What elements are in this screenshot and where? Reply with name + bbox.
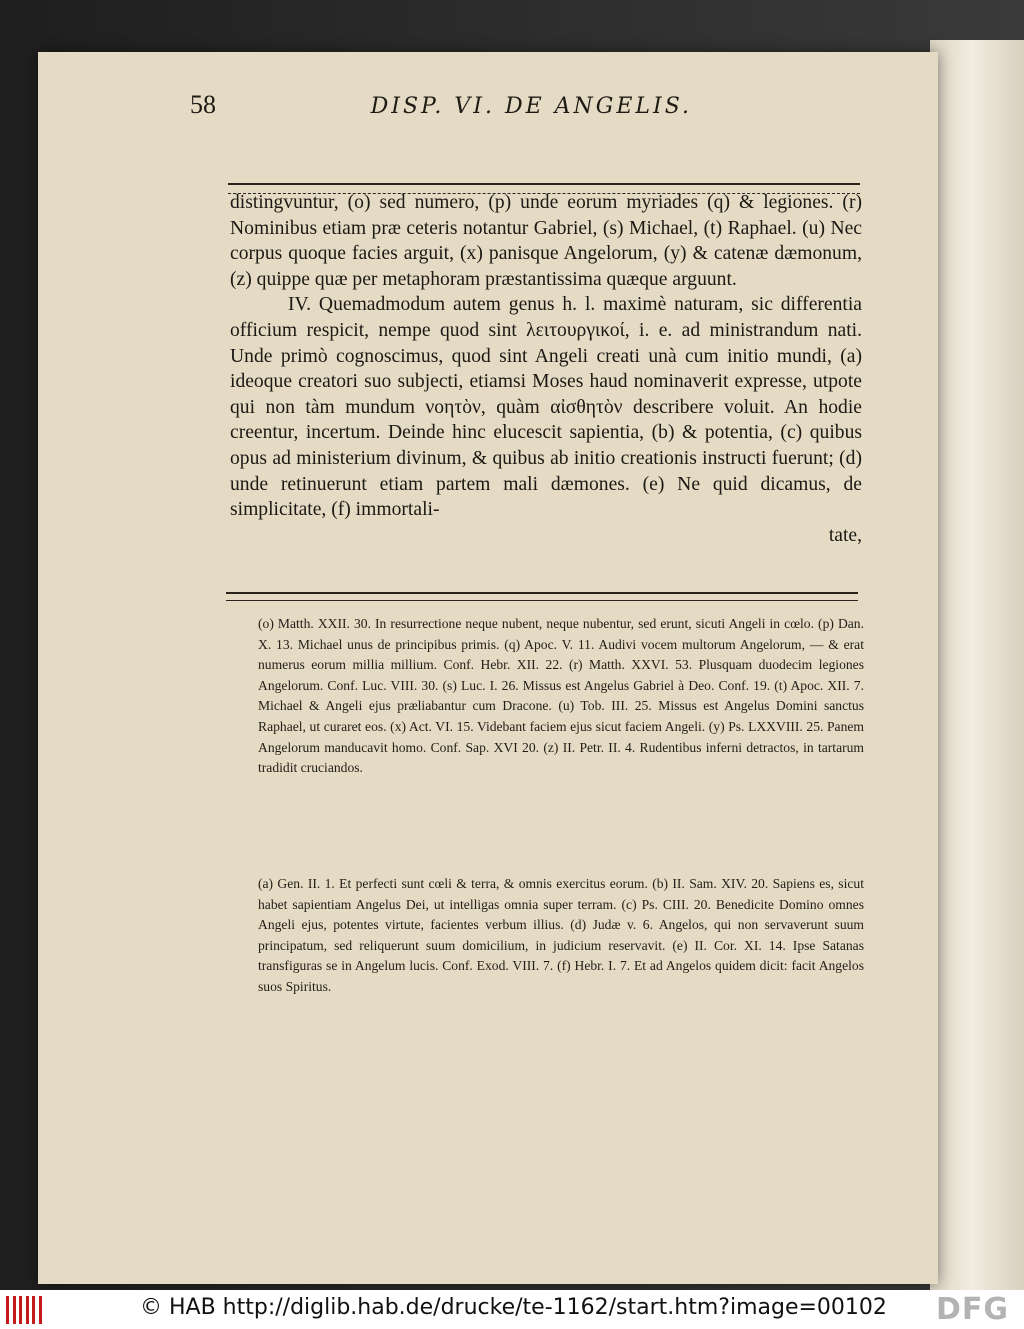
source-url-link[interactable]: © HAB http://diglib.hab.de/drucke/te-1162/start.htm?image=00102 xyxy=(140,1295,887,1320)
running-head: DISP. VI. DE ANGELIS. xyxy=(370,94,692,119)
page-number: 58 xyxy=(190,90,216,119)
hab-barcode-logo-icon xyxy=(6,1296,42,1324)
paragraph-iv: IV. Quemadmodum autem genus h. l. maximè naturam, sic differentia officium respicit, nempe quod sint λειτουργικοί, i. e. ad ministrandum nati. Unde primò cognoscimus, quod sint Angeli creati unà cum initio mundi, (a) ideoque creatori suo subjecti, etiamsi Moses haud nominaverit expresse, utpote qui non tàm mundum νοητὸν, quàm αἰσθητὸν describere voluit. An hodie creentur, incertum. Deinde hinc elucescit sapientia, (b) & potentia, (c) quibus opus ad ministerium divinum, & quibus ab initio creationis instructi fuerunt; (d) unde retinuerunt etiam partem mali dæmones. (e) Ne quid dicamus, de simplicitate, (f) immortali- xyxy=(230,294,862,521)
footnotes-block-1: (o) Matth. XXII. 30. In resurrectione neque nubent, neque nubentur, sed erunt, sicuti Angeli in cœlo. (p) Dan. X. 13. Michael unus de principibus primis. (q) Apoc. V. 11. Audivi vocem multorum Angelorum, — & erat numerus eorum millia millium. Conf. Hebr. XII. 22. (r) Matth. XXVI. 53. Plusquam duodecim legiones Angelorum. Conf. Luc. VIII. 30. (s) Luc. I. 26. Missus est Angelus Gabriel à Deo. Conf. 19. (t) Apoc. XII. 7. Michael & Angeli ejus præliabantur cum Dracone. (u) Tob. III. 25. Missus est Angelus Domini sanctus Raphael, ut curaret eos. (x) Act. VI. 15. Videbant faciem ejus sicut faciem Angeli. (y) Ps. LXXVIII. 25. Panem Angelorum manducavit homo. Conf. Sap. XVI 20. (z) II. Petr. II. 4. Rudentibus inferni detractos, in tartarum tradidit cruciandos. xyxy=(258,616,864,776)
footnote-rule xyxy=(226,592,858,601)
catchword: tate, xyxy=(828,524,862,546)
page-header xyxy=(190,90,700,120)
footnotes-block-2: (a) Gen. II. 1. Et perfecti sunt cœli & terra, & omnis exercitus eorum. (b) II. Sam. XIV. 20. Sapiens es, sicut habet sapientiam Angelus Dei, ut intelligas omnia super terram. (c) Ps. CIII. 20. Benedicite Domino omnes Angeli ejus, potentes virtute, facientes verbum illius. (d) Judæ v. 6. Angelos, qui non servaverunt suum principatum, sed reliquerunt suum domicilium, in judicium reservavit. (e) II. Cor. XI. 14. Ipse Satanas transfiguras se in Angelum lucis. Conf. Exod. VIII. 7. (f) Hebr. I. 7. Et ad Angelos quidem dicit: facit Angelos suos Spiritus. xyxy=(258,876,864,994)
facing-page-edge xyxy=(930,40,1024,1290)
paragraph-continued: distingvuntur, (o) sed numero, (p) unde eorum myriades (q) & legiones. (r) Nominibus etiam præ ceteris notantur Gabriel, (s) Michael, (t) Raphael. (u) Nec corpus quoque facies arguit, (x) panisque Angelorum, (y) & catenæ dæmonum, (z) quippe quæ per metaphoram præstantissima quæque arguunt. xyxy=(230,192,862,290)
main-text xyxy=(230,190,862,548)
dfg-logo: DFG xyxy=(936,1292,1010,1327)
